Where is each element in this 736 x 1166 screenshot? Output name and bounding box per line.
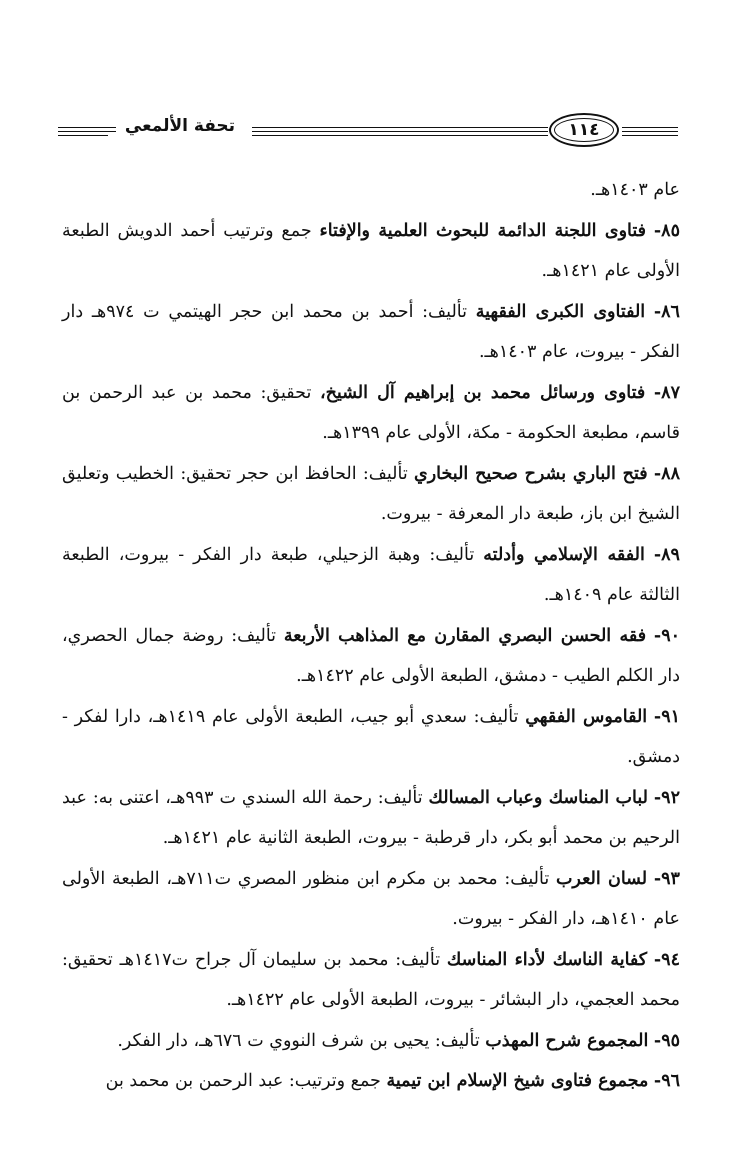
entry-details: تأليف: محمد بن مكرم ابن منظور المصري ت٧١١هـ، الطبعة الأولى عام ١٤١٠هـ، دار الفكر - بيروت. bbox=[62, 868, 680, 929]
header-rule-right bbox=[622, 127, 678, 132]
entry-number: ٩١- bbox=[653, 706, 680, 727]
bibliography-entry bbox=[62, 778, 680, 859]
entry-number: ٩٦- bbox=[653, 1071, 680, 1091]
entry-title: الفقه الإسلامي وأدلته bbox=[483, 544, 645, 565]
bibliography-entry bbox=[62, 1061, 680, 1102]
entry-details: تأليف: سعدي أبو جيب، الطبعة الأولى عام ١٤١٩هـ، دارا لفكر - دمشق. bbox=[62, 706, 680, 767]
continuation-line: عام ١٤٠٣هـ. bbox=[590, 180, 680, 200]
entry-number: ٩٢- bbox=[653, 787, 680, 808]
entry-title: فتاوى اللجنة الدائمة للبحوث العلمية والإفتاء bbox=[319, 220, 647, 241]
bibliography-entry bbox=[62, 373, 680, 454]
header-rule-middle-thin bbox=[252, 135, 548, 138]
bibliography-entry bbox=[62, 211, 680, 292]
entry-details: تأليف: محمد بن سليمان آل جراح ت١٤١٧هـ تحقيق: محمد العجمي، دار البشائر - بيروت، الطبعة الأولى عام ١٤٢٢هـ. bbox=[62, 949, 680, 1010]
entry-title: فتح الباري بشرح صحيح البخاري bbox=[414, 463, 648, 484]
header-rule-left bbox=[58, 127, 116, 132]
bibliography-entry bbox=[62, 535, 680, 616]
bibliography-entry bbox=[62, 292, 680, 373]
entry-title: لسان العرب bbox=[555, 868, 648, 889]
entry-title: المجموع شرح المهذب bbox=[485, 1030, 649, 1051]
entry-number: ٨٧- bbox=[653, 382, 680, 403]
bibliography-list bbox=[62, 170, 680, 1102]
entry-title: كفاية الناسك لأداء المناسك bbox=[446, 949, 648, 970]
header-rule-left-thin bbox=[58, 135, 108, 138]
entry-details: تأليف: رحمة الله السندي ت ٩٩٣هـ، اعتنى به: عبد الرحيم بن محمد أبو بكر، دار قرطبة - بيروت، الطبعة الثانية عام ١٤٢١هـ. bbox=[62, 787, 680, 848]
entry-details: تحقيق: محمد بن عبد الرحمن بن قاسم، مطبعة الحكومة - مكة، الأولى عام ١٣٩٩هـ. bbox=[62, 382, 680, 443]
entry-number: ٩٠- bbox=[653, 625, 680, 646]
bibliography-entry bbox=[62, 1021, 680, 1062]
running-header bbox=[52, 108, 678, 158]
bibliography-entry bbox=[62, 454, 680, 535]
entry-title: الفتاوى الكبرى الفقهية bbox=[475, 301, 646, 322]
entry-title: فقه الحسن البصري المقارن مع المذاهب الأربعة bbox=[283, 625, 647, 646]
entry-number: ٨٨- bbox=[653, 463, 680, 484]
entry-number: ٩٤- bbox=[653, 949, 680, 970]
entry-details: تأليف: روضة جمال الحصري، دار الكلم الطيب - دمشق، الطبعة الأولى عام ١٤٢٢هـ. bbox=[62, 625, 680, 686]
page-number: ١١٤ bbox=[568, 120, 600, 140]
bibliography-entry bbox=[62, 697, 680, 778]
header-rule-right-thin bbox=[622, 135, 678, 138]
entry-title: مجموع فتاوى شيخ الإسلام ابن تيمية bbox=[386, 1071, 649, 1091]
entry-number: ٨٥- bbox=[653, 220, 680, 241]
entry-details: جمع وترتيب: عبد الرحمن بن محمد بن bbox=[105, 1071, 381, 1091]
entry-details: جمع وترتيب أحمد الدويش الطبعة الأولى عام ١٤٢١هـ. bbox=[62, 220, 680, 281]
entry-number: ٩٣- bbox=[653, 868, 680, 889]
entry-number: ٨٦- bbox=[653, 301, 680, 322]
entry-title: القاموس الفقهي bbox=[525, 706, 648, 727]
page-number-oval bbox=[549, 113, 619, 147]
book-title: تحفة الألمعي bbox=[124, 116, 236, 136]
entry-number: ٩٥- bbox=[653, 1030, 680, 1051]
bibliography-entry bbox=[62, 859, 680, 940]
entry-details: تأليف: وهبة الزحيلي، طبعة دار الفكر - بيروت، الطبعة الثالثة عام ١٤٠٩هـ. bbox=[62, 544, 680, 605]
header-rule-middle bbox=[252, 127, 548, 132]
entry-title: فتاوى ورسائل محمد بن إبراهيم آل الشيخ، bbox=[319, 382, 646, 403]
entry-details: تأليف: الحافظ ابن حجر تحقيق: الخطيب وتعليق الشيخ ابن باز، طبعة دار المعرفة - بيروت. bbox=[62, 463, 680, 524]
entry-title: لباب المناسك وعباب المسالك bbox=[428, 787, 648, 808]
entry-details: تأليف: يحيى بن شرف النووي ت ٦٧٦هـ، دار الفكر. bbox=[117, 1030, 480, 1051]
entry-number: ٨٩- bbox=[653, 544, 680, 565]
bibliography-entry bbox=[62, 940, 680, 1021]
entry-details: تأليف: أحمد بن محمد ابن حجر الهيتمي ت ٩٧٤هـ دار الفكر - بيروت، عام ١٤٠٣هـ. bbox=[62, 301, 680, 362]
bibliography-entry bbox=[62, 616, 680, 697]
